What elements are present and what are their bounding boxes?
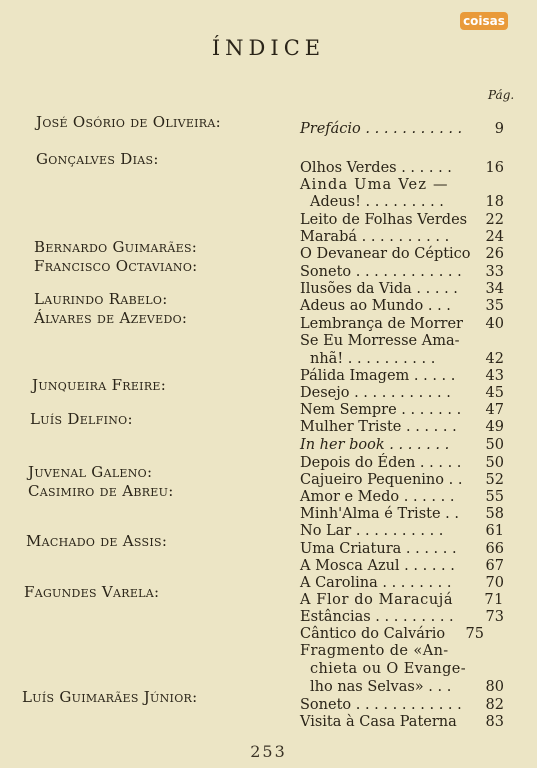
toc-entry: Olhos Verdes . . . . . . 16	[300, 160, 504, 176]
toc-entry: A Carolina . . . . . . . . 70	[300, 575, 504, 591]
toc-entry: lho nas Selvas» . . . 80	[310, 679, 504, 695]
author-name: Machado de Assis:	[26, 532, 168, 550]
page-column-label: Pág.	[488, 88, 515, 102]
author-name: Bernardo Guimarães:	[34, 238, 198, 256]
toc-entry: Visita à Casa Paterna 83	[300, 714, 504, 730]
toc-entry: O Devanear do Céptico 26	[300, 246, 504, 262]
toc-entry: Soneto . . . . . . . . . . . . 33	[300, 264, 504, 280]
toc-entry: Ilusões da Vida . . . . . 34	[300, 281, 504, 297]
toc-entry: Fragmento de «An-	[300, 643, 449, 659]
author-name: Francisco Octaviano:	[34, 257, 198, 275]
toc-entry: nhã! . . . . . . . . . . 42	[310, 351, 504, 367]
toc-entry: Adeus! . . . . . . . . . 18	[310, 194, 504, 210]
page-number: 253	[250, 742, 287, 761]
toc-entry: Adeus ao Mundo . . . 35	[300, 298, 504, 314]
author-name: Casimiro de Abreu:	[28, 482, 174, 500]
toc-entry: In her book . . . . . . . 50	[300, 437, 504, 453]
author-name: Gonçalves Dias:	[36, 150, 159, 168]
toc-entry: Estâncias . . . . . . . . . 73	[300, 609, 504, 625]
toc-entry: Cântico do Calvário 75	[300, 626, 484, 642]
author-name: Juvenal Galeno:	[28, 463, 153, 481]
author-name: Luís Guimarães Júnior:	[22, 688, 198, 706]
toc-entry: Marabá . . . . . . . . . . 24	[300, 229, 504, 245]
toc-entry: Pálida Imagem . . . . . 43	[300, 368, 504, 384]
toc-entry: Se Eu Morresse Ama-	[300, 333, 460, 349]
toc-entry: Prefácio . . . . . . . . . . . 9	[300, 121, 504, 137]
toc-entry: Mulher Triste . . . . . . 49	[300, 419, 504, 435]
page-title: ÍNDICE	[211, 36, 326, 60]
author-name: Laurindo Rabelo:	[34, 290, 168, 308]
toc-entry: Minh'Alma é Triste . . 58	[300, 506, 504, 522]
author-name: Junqueira Freire:	[32, 376, 167, 394]
toc-entry: Cajueiro Pequenino . . 52	[300, 472, 504, 488]
author-name: Álvares de Azevedo:	[34, 309, 188, 327]
author-name: José Osório de Oliveira:	[36, 113, 221, 131]
author-name: Luís Delfino:	[30, 410, 133, 428]
toc-entry: Lembrança de Morrer 40	[300, 316, 504, 332]
toc-entry: chieta ou O Evange-	[310, 661, 467, 677]
toc-entry: Amor e Medo . . . . . . 55	[300, 489, 504, 505]
toc-entry: A Flor do Maracujá 71	[300, 592, 504, 608]
author-name: Fagundes Varela:	[24, 583, 160, 601]
toc-entry: Depois do Éden . . . . . 50	[300, 455, 504, 471]
toc-entry: A Mosca Azul . . . . . . 67	[300, 558, 504, 574]
watermark-badge: coisas	[460, 12, 508, 30]
toc-entry: Uma Criatura . . . . . . 66	[300, 541, 504, 557]
toc-entry: Nem Sempre . . . . . . . 47	[300, 402, 504, 418]
toc-entry: Ainda Uma Vez —	[300, 177, 449, 193]
toc-entry: Desejo . . . . . . . . . . . 45	[300, 385, 504, 401]
toc-entry: Soneto . . . . . . . . . . . . 82	[300, 697, 504, 713]
toc-entry: Leito de Folhas Verdes 22	[300, 212, 504, 228]
toc-entry: No Lar . . . . . . . . . . 61	[300, 523, 504, 539]
